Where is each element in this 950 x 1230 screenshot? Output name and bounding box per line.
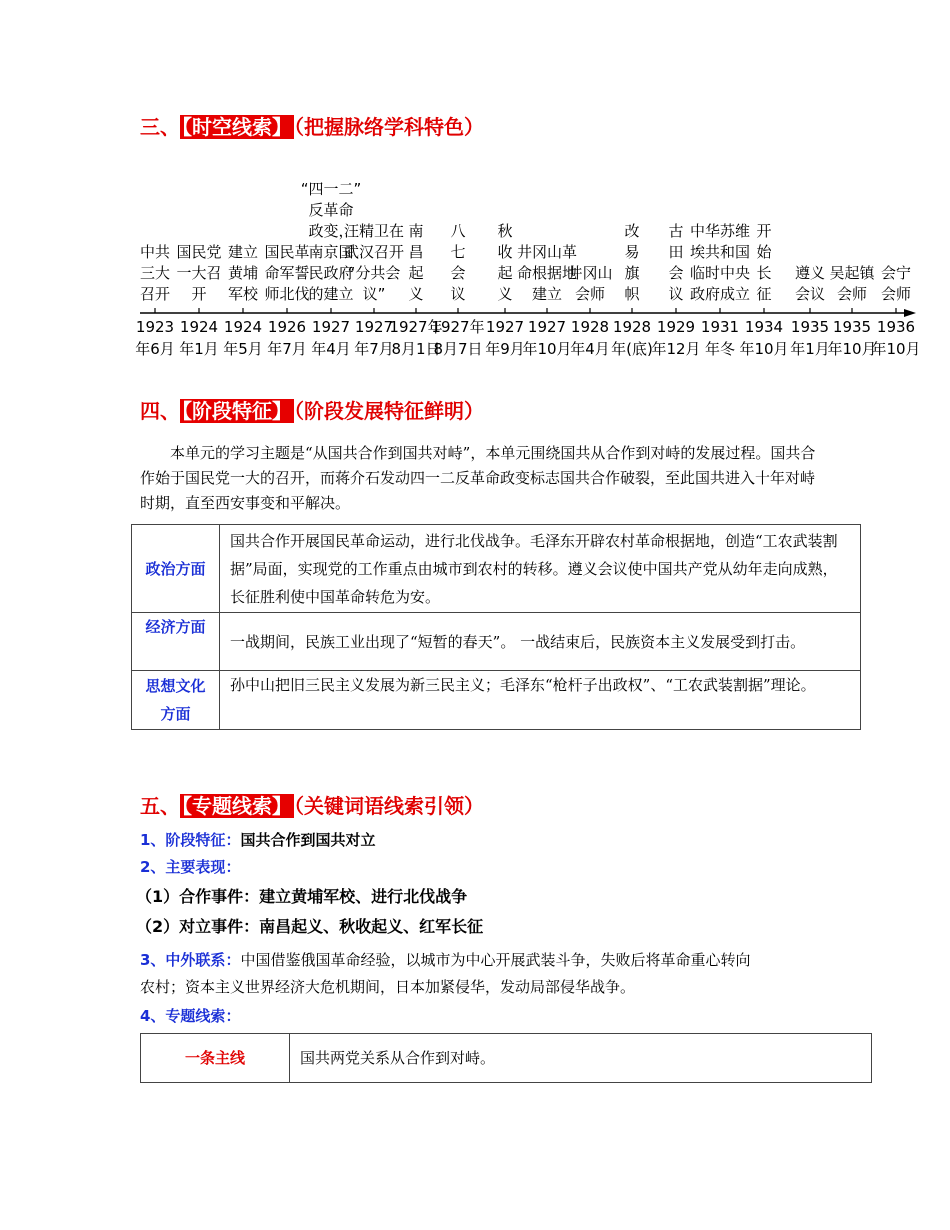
timeline-event-label: 建立 黄埔 军校 xyxy=(227,243,258,303)
section-4-heading xyxy=(140,398,484,424)
topic-item-1 xyxy=(140,829,375,851)
aspect-text: 孙中山把旧三民主义发展为新三民主义；毛泽东“枪杆子出政权”、“工农武装割据”理论。 xyxy=(220,671,861,730)
timeline-event-date: 1927 年7月 xyxy=(354,318,394,358)
section-3-subtitle: （把握脉络学科特色） xyxy=(294,115,484,139)
mainline-text: 国共两党关系从合作到对峙。 xyxy=(290,1034,872,1083)
timeline-event-label: 汪精卫在 武汉召开 “分共会 议” xyxy=(343,222,404,303)
table-row xyxy=(132,613,861,671)
timeline-event-date: 1935 年10月 xyxy=(827,318,877,358)
timeline-event-label: 国民党 一大召 开 xyxy=(176,243,222,303)
topic-item-3 xyxy=(140,949,750,971)
table-row xyxy=(141,1034,872,1083)
topic-item-4: 4、专题线索： xyxy=(140,1007,241,1025)
mainline-table xyxy=(140,1033,872,1083)
timeline-event-label: “四一二” 反革命 政变， 南京国 民政府 的建立 xyxy=(300,180,362,303)
timeline-event-label: 八 七 会 议 xyxy=(450,222,466,303)
aspects-table xyxy=(131,524,861,730)
timeline-event-date: 1928 年4月 xyxy=(570,318,610,358)
timeline-event-date: 1928 年(底) xyxy=(611,318,653,358)
timeline-event-date: 1936 年10月 xyxy=(871,318,921,358)
topic-value: 中国借鉴俄国革命经验，以城市为中心开展武装斗争，失败后将革命重心转向 xyxy=(240,951,751,969)
mainline-label: 一条主线 xyxy=(141,1034,290,1083)
sub-item-cooperation: （1）合作事件：建立黄埔军校、进行北伐战争 xyxy=(136,887,468,906)
timeline-event-label: 井冈山革 命根据地 建立 xyxy=(516,243,577,303)
timeline-event-label: 遵义 会议 xyxy=(794,264,825,303)
topic-item-3-continued: 农村；资本主义世界经济大危机期间，日本加紧侵华，发动局部侵华战争。 xyxy=(140,978,636,996)
timeline-event-label: 吴起镇 会师 xyxy=(829,264,875,303)
timeline-event-label: 中共 三大 召开 xyxy=(139,243,170,303)
topic-item-2: 2、主要表现： xyxy=(140,858,241,876)
table-row xyxy=(132,525,861,613)
aspect-label: 思想文化方面 xyxy=(132,671,220,730)
timeline-event-date: 1935 年1月 xyxy=(790,318,830,358)
timeline-event-label: 会宁 会师 xyxy=(880,264,911,303)
table-row xyxy=(132,671,861,730)
section-3-heading xyxy=(140,114,484,140)
aspect-text: 一战期间，民族工业出现了“短暂的春天”。 一战结束后，民族资本主义发展受到打击。 xyxy=(220,613,861,671)
timeline-event-label: 中华苏维 埃共和国 临时中央 政府成立 xyxy=(689,222,750,303)
timeline-event-date: 1926 年7月 xyxy=(267,318,307,358)
timeline-event-date: 1927 年9月 xyxy=(485,318,525,358)
section-5-subtitle: （关键词语线索引领） xyxy=(294,794,484,818)
timeline-event-date: 1927 年4月 xyxy=(311,318,351,358)
timeline-event-label: 国民革 命军誓 师北伐 xyxy=(264,243,310,303)
section-5-title: 【专题线索】 xyxy=(182,794,292,818)
topic-value: 国共合作到国共对立 xyxy=(240,831,376,849)
timeline-event-date: 1929 年12月 xyxy=(651,318,701,358)
timeline-event-label: 南 昌 起 义 xyxy=(408,222,424,303)
timeline-event-label: 井冈山 会师 xyxy=(567,264,613,303)
timeline-event-date: 1927 年10月 xyxy=(522,318,572,358)
timeline-event-date: 1924 年1月 xyxy=(179,318,219,358)
sub-item-opposition: （2）对立事件：南昌起义、秋收起义、红军长征 xyxy=(136,917,484,936)
timeline-event-date: 1934 年10月 xyxy=(739,318,789,358)
timeline-event-label: 开 始 长 征 xyxy=(756,222,772,303)
aspect-label: 经济方面 xyxy=(132,613,220,671)
aspect-label: 政治方面 xyxy=(132,525,220,613)
timeline-event-label: 秋 收 起 义 xyxy=(497,222,513,303)
timeline-event-date: 1931 年冬 xyxy=(700,318,740,358)
timeline-event-label: 古 田 会 议 xyxy=(668,222,684,303)
timeline-event-date: 1923 年6月 xyxy=(135,318,175,358)
timeline-event-date: 1927年 8月1日 xyxy=(389,318,443,358)
section-4-number: 四、 xyxy=(140,399,180,423)
aspect-text: 国共合作开展国民革命运动，进行北伐战争。毛泽东开辟农村革命根据地，创造“工农武装割据”局面，实现党的工作重点由城市到农村的转移。遵义会议使中国共产党从幼年走向成熟，长征胜利使中国革命转危为安。 xyxy=(220,525,861,613)
section-3-title: 【时空线索】 xyxy=(182,115,292,139)
intro-paragraph: 本单元的学习主题是“从国共合作到国共对峙”，本单元围绕国共从合作到对峙的发展过程。国共合作始于国民党一大的召开，而蒋介石发动四一二反革命政变标志国共合作破裂，至此国共进入十年对峙时期，直至西安事变和平解决。 xyxy=(140,444,816,512)
topic-label: 3、中外联系： xyxy=(140,951,241,969)
timeline-event-date: 1924 年5月 xyxy=(223,318,263,358)
timeline-event-date: 1927年 8月7日 xyxy=(431,318,485,358)
timeline-event-label: 改 易 旗 帜 xyxy=(624,222,640,303)
section-4-title: 【阶段特征】 xyxy=(182,399,292,423)
section-5-heading xyxy=(140,793,484,819)
section-5-number: 五、 xyxy=(140,794,180,818)
section-3-number: 三、 xyxy=(140,115,180,139)
topic-label: 1、阶段特征： xyxy=(140,831,241,849)
section-4-subtitle: （阶段发展特征鲜明） xyxy=(294,399,484,423)
